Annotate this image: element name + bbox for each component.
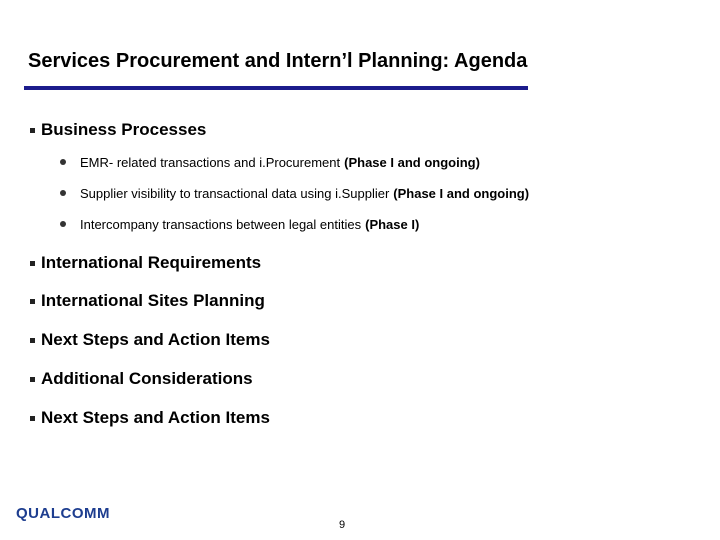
agenda-item-next-steps-2 xyxy=(30,406,270,430)
agenda-item-label: Additional Considerations xyxy=(41,369,253,388)
subitem-supplier-visibility xyxy=(60,183,529,203)
agenda-item-international-requirements xyxy=(30,251,261,275)
subitem-intercompany xyxy=(60,214,419,234)
agenda-item-additional-considerations xyxy=(30,367,253,391)
agenda-item-business-processes xyxy=(30,118,206,142)
round-bullet-icon xyxy=(60,159,66,165)
agenda-item-label: International Requirements xyxy=(41,253,262,272)
agenda-item-label: Next Steps and Action Items xyxy=(41,330,270,349)
agenda-item-international-sites-planning xyxy=(30,289,265,313)
square-bullet-icon xyxy=(30,377,35,382)
square-bullet-icon xyxy=(30,128,35,133)
agenda-item-label: Business Processes xyxy=(41,120,207,139)
logo-text: QUALCOMM xyxy=(16,505,110,522)
round-bullet-icon xyxy=(60,190,66,196)
page-number: 9 xyxy=(339,519,346,531)
square-bullet-icon xyxy=(30,416,35,421)
subitem-text: Intercompany transactions between legal entities xyxy=(80,216,362,232)
agenda-item-label: International Sites Planning xyxy=(41,291,265,310)
square-bullet-icon xyxy=(30,338,35,343)
subitem-phase: (Phase I and ongoing) xyxy=(393,185,530,201)
square-bullet-icon xyxy=(30,299,35,304)
subitem-phase: (Phase I and ongoing) xyxy=(344,154,480,170)
slide-title: Services Procurement and Intern’l Planning: Agenda xyxy=(28,50,528,72)
round-bullet-icon xyxy=(60,221,66,227)
subitem-emr xyxy=(60,152,480,172)
subitem-text: Supplier visibility to transactional data using i.Supplier xyxy=(80,185,390,201)
agenda-item-next-steps xyxy=(30,328,270,352)
title-divider xyxy=(24,86,528,90)
subitem-phase: (Phase I) xyxy=(365,216,420,232)
square-bullet-icon xyxy=(30,261,35,266)
agenda-item-label: Next Steps and Action Items xyxy=(41,408,270,427)
subitem-text: EMR- related transactions and i.Procurement xyxy=(80,154,341,170)
qualcomm-logo xyxy=(16,505,110,523)
